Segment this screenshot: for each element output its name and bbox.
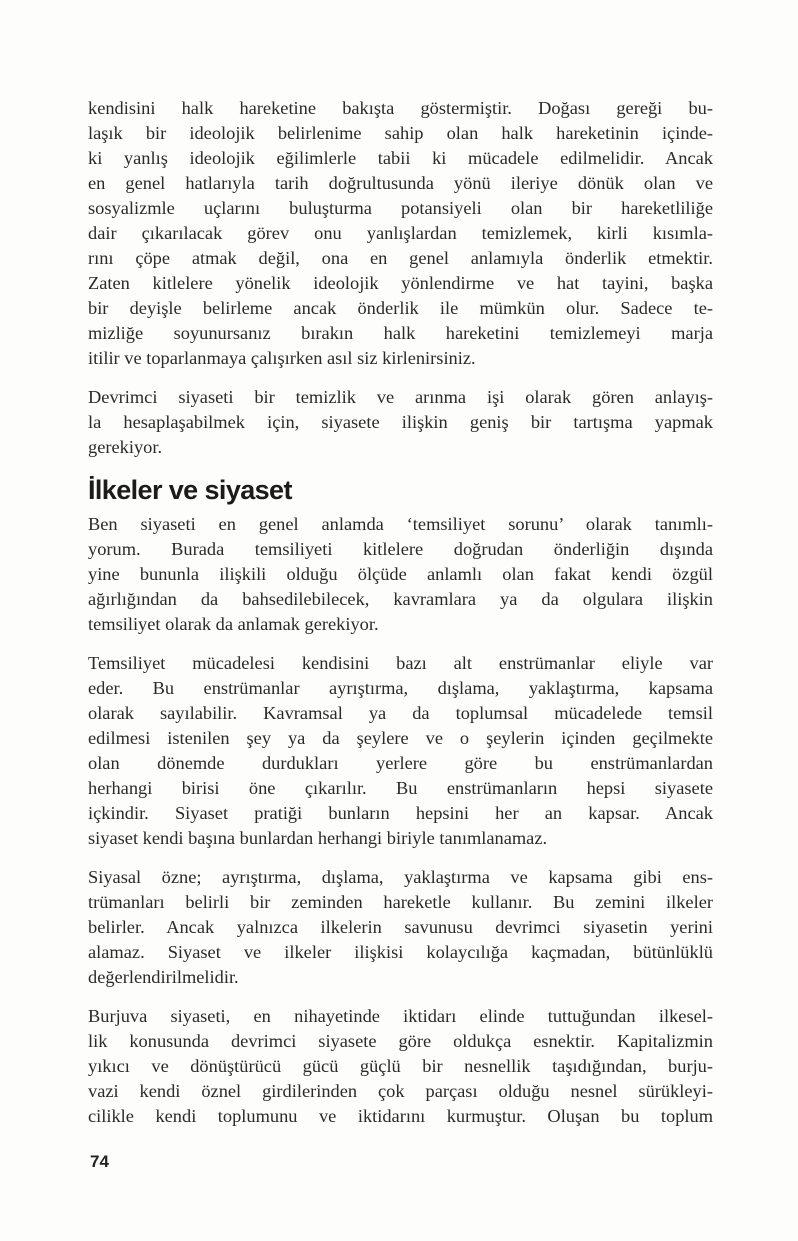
text-line: Burjuva siyaseti, en nihayetinde iktidarı elinde tuttuğundan ilkesel-: [88, 1006, 713, 1026]
text-line: laşık bir ideolojik belirlenime sahip olan halk hareketinin içinde-: [88, 123, 713, 143]
text-line: ağırlığından da bahsedilebilecek, kavramlara ya da olgulara ilişkin: [88, 589, 713, 609]
text-line: temsiliyet olarak da anlamak gerekiyor.: [88, 614, 379, 634]
paragraph: [88, 1004, 713, 1129]
text-line: Zaten kitlelere yönelik ideolojik yönlendirme ve hat tayini, başka: [88, 273, 713, 293]
text-line: belirler. Ancak yalnızca ilkelerin savunusu devrimci siyasetin yerini: [88, 917, 713, 937]
text-line: rını çöpe atmak değil, ona en genel anlamıyla önderlik etmektir.: [88, 248, 713, 268]
text-line: cilikle kendi toplumunu ve iktidarını kurmuştur. Oluşan bu toplum: [88, 1106, 713, 1126]
text-line: herhangi birisi öne çıkarılır. Bu enstrümanların hepsi siyasete: [88, 778, 713, 798]
text-line: ki yanlış ideolojik eğilimlerle tabii ki mücadele edilmelidir. Ancak: [88, 148, 713, 168]
page-number: 74: [90, 1152, 109, 1171]
text-line: Ben siyaseti en genel anlamda ‘temsiliyet sorunu’ olarak tanımlı-: [88, 514, 713, 534]
text-line: en genel hatlarıyla tarih doğrultusunda yönü ileriye dönük olan ve: [88, 173, 713, 193]
text-line: lik konusunda devrimci siyasete göre oldukça esnektir. Kapitalizmin: [88, 1031, 713, 1051]
text-line: trümanları belirli bir zeminden hareketle kullanır. Bu zemini ilkeler: [88, 892, 713, 912]
text-line: gerekiyor.: [88, 437, 163, 457]
paragraph: [88, 512, 713, 637]
text-line: kendisini halk hareketine bakışta göstermiştir. Doğası gereği bu-: [88, 98, 713, 118]
text-line: siyaset kendi başına bunlardan herhangi biriyle tanımlanamaz.: [88, 828, 548, 848]
text-line: dair çıkarılacak görev onu yanlışlardan temizlemek, kirli kısımla-: [88, 223, 713, 243]
paragraph: [88, 865, 713, 990]
text-line: içkindir. Siyaset pratiği bunların hepsini her an kapsar. Ancak: [88, 803, 713, 823]
text-column: [88, 0, 713, 1143]
paragraph: [88, 385, 713, 460]
text-line: yorum. Burada temsiliyeti kitlelere doğrudan önderliğin dışında: [88, 539, 713, 559]
text-line: mizliğe soyunursanız bırakın halk hareketini temizlemeyi marja: [88, 323, 713, 343]
text-line: Siyasal özne; ayrıştırma, dışlama, yaklaştırma ve kapsama gibi ens-: [88, 867, 713, 887]
text-line: yıkıcı ve dönüştürücü gücü güçlü bir nesnellik taşıdığından, burju-: [88, 1056, 713, 1076]
text-line: alamaz. Siyaset ve ilkeler ilişkisi kolaycılığa kaçmadan, bütünlüklü: [88, 942, 713, 962]
text-line: la hesaplaşabilmek için, siyasete ilişkin geniş bir tartışma yapmak: [88, 412, 713, 432]
text-line: yine bununla ilişkili olduğu ölçüde anlamlı olan fakat kendi özgül: [88, 564, 713, 584]
text-line: sosyalizmle uçlarını buluşturma potansiyeli olan bir hareketliliğe: [88, 198, 713, 218]
text-line: eder. Bu enstrümanlar ayrıştırma, dışlama, yaklaştırma, kapsama: [88, 678, 713, 698]
text-line: bir deyişle belirleme ancak önderlik ile mümkün olur. Sadece te-: [88, 298, 713, 318]
text-line: olan dönemde durdukları yerlere göre bu enstrümanlardan: [88, 753, 713, 773]
paragraph: [88, 96, 713, 371]
paragraph: [88, 651, 713, 851]
text-line: Temsiliyet mücadelesi kendisini bazı alt enstrümanlar eliyle var: [88, 653, 713, 673]
text-line: değerlendirilmelidir.: [88, 967, 239, 987]
page-footer: [90, 1152, 109, 1172]
text-line: edilmesi istenilen şey ya da şeylere ve o şeylerin içinden geçilmekte: [88, 728, 713, 748]
text-line: Devrimci siyaseti bir temizlik ve arınma işi olarak gören anlayış-: [88, 387, 713, 407]
text-line: olarak sayılabilir. Kavramsal ya da toplumsal mücadelede temsil: [88, 703, 713, 723]
section-heading: İlkeler ve siyaset: [88, 475, 292, 505]
text-line: itilir ve toparlanmaya çalışırken asıl siz kirlenirsiniz.: [88, 348, 476, 368]
text-line: vazi kendi öznel girdilerinden çok parçası olduğu nesnel sürükleyi-: [88, 1081, 713, 1101]
